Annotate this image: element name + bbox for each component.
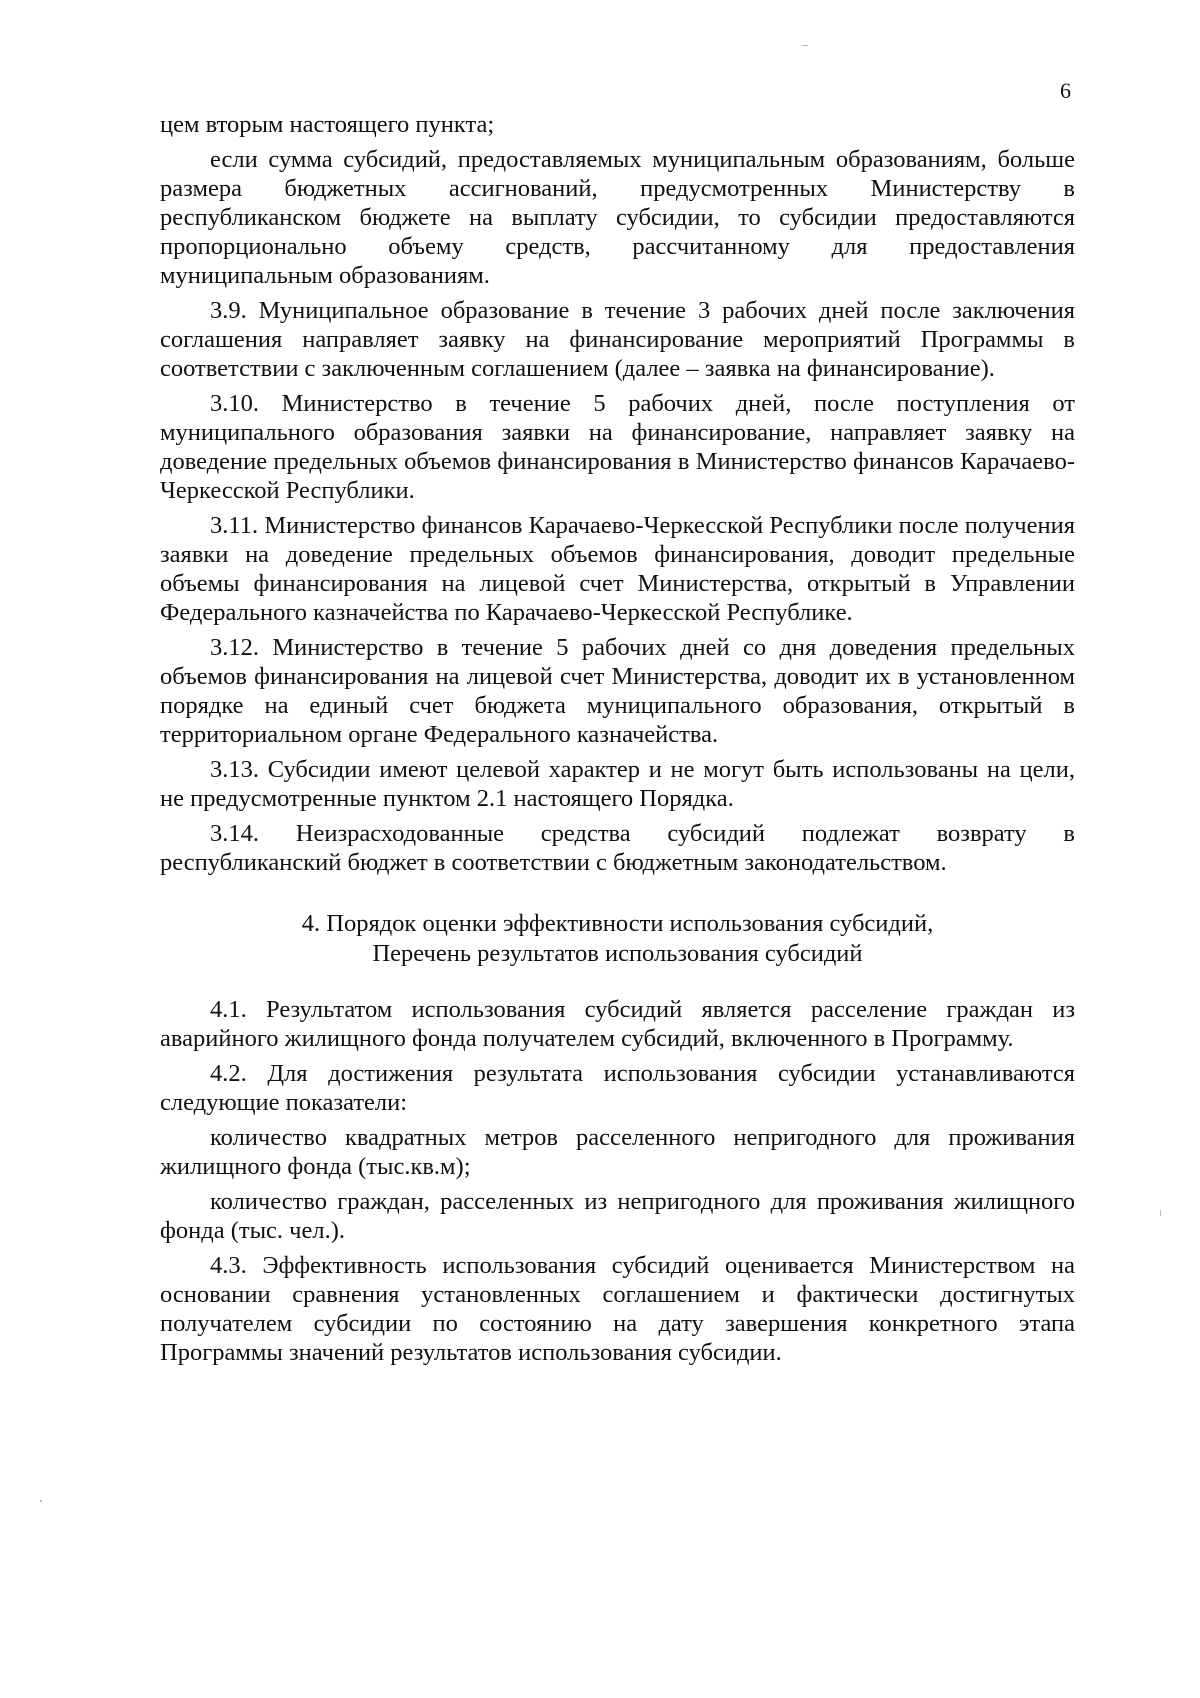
paragraph-indicator-area: количество квадратных метров расселенного непригодного для проживания жилищного фонда (тыс.кв.м); [160, 1124, 1075, 1180]
paragraph-3-9: 3.9. Муниципальное образование в течение 3 рабочих дней после заключения соглашения направляет заявку на финансирование мероприятий Программы в соответствии с заключенным соглашением (далее – заявка на финансирование). [160, 297, 1075, 382]
paragraph-4-2: 4.2. Для достижения результата использования субсидии устанавливаются следующие показатели: [160, 1060, 1075, 1116]
section-heading-line-1: 4. Порядок оценки эффективности использования субсидий, [301, 910, 934, 937]
section-heading [160, 909, 1075, 969]
paragraph-4-1: 4.1. Результатом использования субсидий является расселение граждан из аварийного жилищного фонда получателем субсидий, включенного в Программу. [160, 996, 1075, 1052]
paragraph-4-3: 4.3. Эффективность использования субсидий оценивается Министерством на основании сравнения установленных соглашением и фактически достигнутых получателем субсидии по состоянию на дату завершения конкретного этапа Программы значений результатов использования субсидии. [160, 1252, 1075, 1366]
paragraph-3-11: 3.11. Министерство финансов Карачаево-Черкесской Республики после получения заявки на доведение предельных объемов финансирования, доводит предельные объемы финансирования на лицевой счет Министерства, открытый в Управлении Федерального казначейства по Карачаево-Черкесской Республике. [160, 512, 1075, 626]
page-number: 6 [1060, 78, 1071, 103]
paragraph-indicator-people: количество граждан, расселенных из непригодного для проживания жилищного фонда (тыс. чел.). [160, 1188, 1075, 1244]
scan-speck-top [802, 45, 808, 46]
paragraph-3-12: 3.12. Министерство в течение 5 рабочих дней со дня доведения предельных объемов финансирования на лицевой счет Министерства, доводит их в установленном порядке на единый счет бюджета муниципального образования, открытый в территориальном органе Федерального казначейства. [160, 634, 1075, 748]
paragraph-continuation: цем вторым настоящего пункта; [160, 111, 495, 138]
paragraph-3-10: 3.10. Министерство в течение 5 рабочих дней, после поступления от муниципального образования заявки на финансирование, направляет заявку на доведение предельных объемов финансирования в Министерство финансов Карачаево-Черкесской Республики. [160, 390, 1075, 504]
paragraph-subsidy-limit: если сумма субсидий, предоставляемых муниципальным образованиям, больше размера бюджетных ассигнований, предусмотренных Министерству в республиканском бюджете на выплату субсидии, то субсидии предоставляются пропорционально объему средств, рассчитанному для предоставления муниципальным образованиям. [160, 146, 1075, 289]
paragraph-3-14: 3.14. Неизрасходованные средства субсидий подлежат возврату в республиканский бюджет в соответствии с бюджетным законодательством. [160, 820, 1075, 876]
scan-speck-left [40, 1500, 42, 1502]
document-body [160, 110, 1075, 1373]
scan-speck-right [1160, 1210, 1161, 1216]
section-heading-line-2: Перечень результатов использования субсидий [372, 940, 863, 967]
paragraph-3-13: 3.13. Субсидии имеют целевой характер и не могут быть использованы на цели, не предусмотренные пунктом 2.1 настоящего Порядка. [160, 756, 1075, 812]
